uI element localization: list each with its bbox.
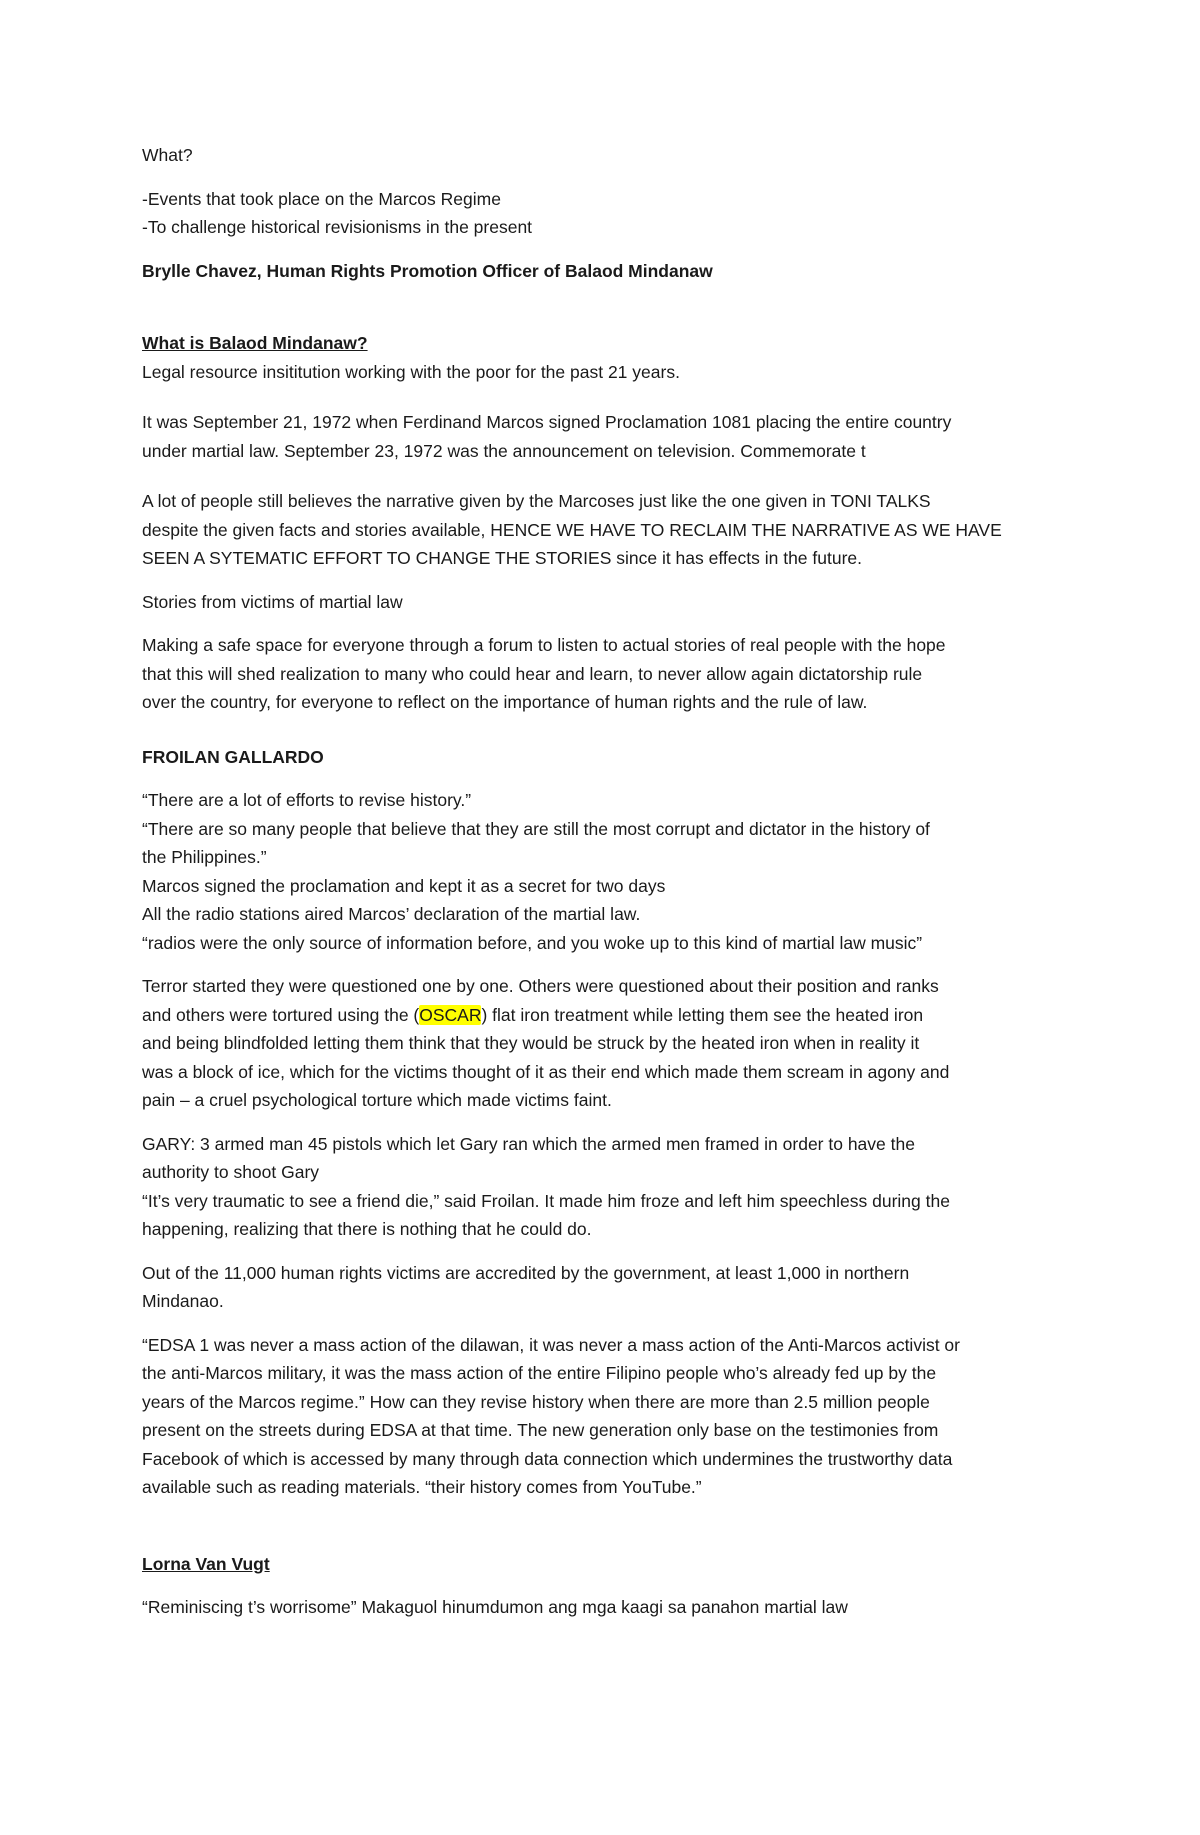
paragraph-line: and being blindfolded letting them think that they would be struck by the heated iron when in reality it [142, 1033, 920, 1053]
paragraph-line: despite the given facts and stories available, HENCE WE HAVE TO RECLAIM THE NARRATIVE AS WE HAVE [142, 519, 1002, 540]
what-item: -Events that took place on the Marcos Regime [142, 188, 501, 209]
balaod-section [142, 329, 1072, 386]
paragraph-line: over the country, for everyone to reflect on the importance of human rights and the rule of law. [142, 692, 868, 712]
paragraph-line: “EDSA 1 was never a mass action of the dilawan, it was never a mass action of the Anti-Marcos activist or [142, 1334, 960, 1355]
paragraph-line: happening, realizing that there is nothing that he could do. [142, 1219, 592, 1239]
paragraph-line: Terror started they were questioned one by one. Others were questioned about their position and ranks [142, 976, 939, 996]
quote-line: “There are a lot of efforts to revise history.” [142, 790, 472, 810]
quote-line: All the radio stations aired Marcos’ declaration of the martial law. [142, 904, 641, 924]
paragraph-line: “It’s very traumatic to see a friend die,” said Froilan. It made him froze and left him speechless during the [142, 1190, 950, 1211]
paragraph-line: under martial law. September 23, 1972 was the announcement on television. Commemorate t [142, 440, 866, 461]
paragraph-line: years of the Marcos regime.” How can they revise history when there are more than 2.5 million people [142, 1391, 930, 1412]
paragraph-line: authority to shoot Gary [142, 1162, 320, 1182]
what-list [142, 185, 1072, 242]
lorna-quote: “Reminiscing t’s worrisome” Makaguol hinumdumon ang mga kaagi sa panahon martial law [142, 1597, 848, 1617]
paragraph-line: A lot of people still believes the narrative given by the Marcoses just like the one given in TONI TALKS [142, 491, 931, 511]
victims-paragraph [142, 1259, 1072, 1316]
speaker-line: Brylle Chavez, Human Rights Promotion Officer of Balaod Mindanaw [142, 260, 713, 281]
quote-line: the Philippines.” [142, 847, 267, 867]
quote-line: “radios were the only source of information before, and you woke up to this kind of martial law music” [142, 932, 923, 953]
paragraph-line: pain – a cruel psychological torture which made victims faint. [142, 1090, 612, 1110]
quote-line: “There are so many people that believe that they are still the most corrupt and dictator in the history of [142, 818, 930, 839]
what-item: -To challenge historical revisionisms in the present [142, 217, 533, 237]
what-heading: What? [142, 145, 193, 165]
text-run: ) flat iron treatment while letting them see the heated iron [481, 1004, 924, 1025]
edsa-paragraph [142, 1331, 1072, 1502]
paragraph-line: SEEN A SYTEMATIC EFFORT TO CHANGE THE STORIES since it has effects in the future. [142, 548, 863, 568]
document-body [142, 141, 1072, 1637]
paragraph-line: GARY: 3 armed man 45 pistols which let Gary ran which the armed men framed in order to have the [142, 1133, 915, 1154]
paragraph-line: Out of the 11,000 human rights victims are accredited by the government, at least 1,000 in northern [142, 1262, 910, 1283]
balaod-description: Legal resource insititution working with the poor for the past 21 years. [142, 361, 680, 382]
safe-space-paragraph [142, 631, 1072, 717]
froilan-heading: FROILAN GALLARDO [142, 746, 324, 767]
paragraph-line: Making a safe space for everyone through a forum to listen to actual stories of real people with the hope [142, 635, 946, 655]
highlighted-text: OSCAR [419, 1004, 482, 1025]
paragraph-line [142, 1001, 1072, 1030]
stories-line: Stories from victims of martial law [142, 591, 403, 612]
paragraph-line: Mindanao. [142, 1291, 224, 1311]
paragraph-line: that this will shed realization to many who could hear and learn, to never allow again dictatorship rule [142, 663, 923, 684]
gary-paragraph [142, 1130, 1072, 1244]
lorna-heading: Lorna Van Vugt [142, 1553, 270, 1574]
paragraph-line: Facebook of which is accessed by many through data connection which undermines the trustworthy data [142, 1448, 953, 1469]
terror-paragraph [142, 972, 1072, 1115]
balaod-heading: What is Balaod Mindanaw? [142, 333, 368, 353]
september-paragraph [142, 408, 1072, 465]
text-run: and others were tortured using the ( [142, 1004, 420, 1025]
paragraph-line: was a block of ice, which for the victims thought of it as their end which made them scream in agony and [142, 1061, 950, 1082]
paragraph-line: available such as reading materials. “their history comes from YouTube.” [142, 1477, 702, 1497]
narrative-paragraph [142, 487, 1072, 573]
froilan-quotes [142, 786, 1072, 957]
quote-line: Marcos signed the proclamation and kept it as a secret for two days [142, 875, 666, 896]
paragraph-line: present on the streets during EDSA at that time. The new generation only base on the testimonies from [142, 1420, 939, 1440]
paragraph-line: It was September 21, 1972 when Ferdinand Marcos signed Proclamation 1081 placing the entire country [142, 412, 952, 432]
paragraph-line: the anti-Marcos military, it was the mass action of the entire Filipino people who’s already fed up by the [142, 1363, 937, 1383]
